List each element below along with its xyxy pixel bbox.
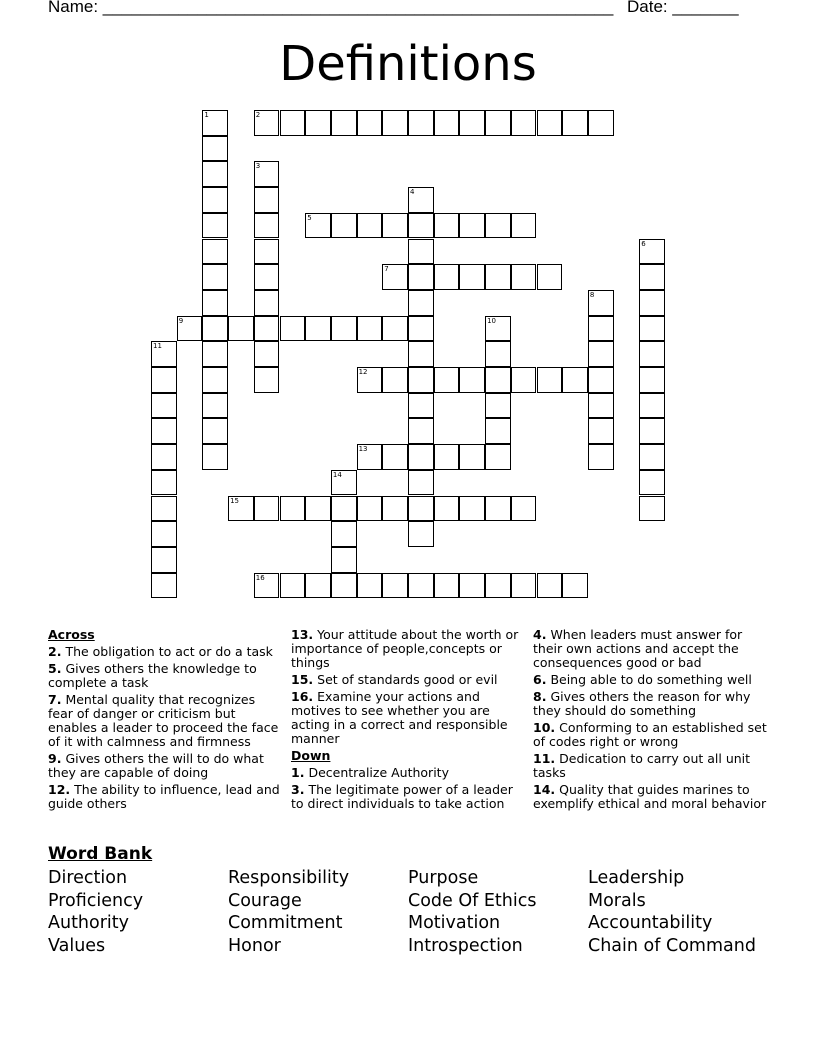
crossword-cell[interactable] bbox=[151, 573, 177, 599]
crossword-cell[interactable] bbox=[485, 110, 511, 136]
clue-across-13: 13. Your attitude about the worth or importance of people,concepts or things bbox=[291, 627, 519, 670]
crossword-cell[interactable] bbox=[485, 341, 511, 367]
clue-down-11: 11. Dedication to carry out all unit tasks bbox=[533, 751, 751, 780]
crossword-cell[interactable] bbox=[177, 316, 203, 342]
crossword-cell[interactable] bbox=[408, 316, 434, 342]
cell-number: 11 bbox=[153, 342, 162, 351]
crossword-cell[interactable] bbox=[588, 418, 614, 444]
crossword-cell[interactable] bbox=[280, 573, 306, 599]
crossword-cell[interactable] bbox=[254, 264, 280, 290]
word-bank-item: Courage bbox=[228, 891, 302, 911]
crossword-cell[interactable] bbox=[151, 470, 177, 496]
crossword-cell[interactable] bbox=[357, 110, 383, 136]
crossword-cell[interactable] bbox=[357, 213, 383, 239]
crossword-cell[interactable] bbox=[331, 521, 357, 547]
clue-across-7: 7. Mental quality that recognizes fear of danger or criticism but enables a leader to proceed the face of it with calmness and firmness bbox=[48, 692, 279, 749]
crossword-cell[interactable] bbox=[254, 213, 280, 239]
crossword-cell[interactable] bbox=[202, 239, 228, 265]
clue-across-16: 16. Examine your actions and motives to see whether you are acting in a correct and responsible manner bbox=[291, 689, 508, 746]
crossword-cell[interactable] bbox=[485, 367, 511, 393]
cell-number: 9 bbox=[178, 316, 184, 325]
crossword-cell[interactable] bbox=[202, 341, 228, 367]
crossword-cell[interactable] bbox=[537, 110, 563, 136]
crossword-cell[interactable] bbox=[331, 316, 357, 342]
crossword-cell[interactable] bbox=[459, 264, 485, 290]
word-bank-item: Chain of Command bbox=[588, 936, 756, 956]
crossword-cell[interactable] bbox=[537, 264, 563, 290]
crossword-cell[interactable] bbox=[382, 110, 408, 136]
crossword-cell[interactable] bbox=[305, 110, 331, 136]
crossword-cell[interactable] bbox=[537, 367, 563, 393]
crossword-cell[interactable] bbox=[254, 110, 280, 136]
clue-down-6: 6. Being able to do something well bbox=[533, 672, 752, 687]
clue-across-12: 12. The ability to influence, lead and guide others bbox=[48, 782, 280, 811]
crossword-cell[interactable] bbox=[202, 110, 228, 136]
crossword-cell[interactable] bbox=[382, 213, 408, 239]
crossword-cell[interactable] bbox=[639, 316, 665, 342]
crossword-cell[interactable] bbox=[588, 444, 614, 470]
crossword-cell[interactable] bbox=[202, 213, 228, 239]
crossword-cell[interactable] bbox=[228, 316, 254, 342]
crossword-cell[interactable] bbox=[588, 316, 614, 342]
clue-across-2: 2. The obligation to act or do a task bbox=[48, 644, 273, 659]
cell-number: 8 bbox=[589, 290, 595, 299]
crossword-cell[interactable] bbox=[305, 496, 331, 522]
crossword-cell[interactable] bbox=[151, 393, 177, 419]
word-bank-item: Leadership bbox=[588, 868, 685, 888]
crossword-cell[interactable] bbox=[280, 316, 306, 342]
clue-down-8: 8. Gives others the reason for why they should do something bbox=[533, 689, 751, 718]
crossword-cell[interactable] bbox=[459, 213, 485, 239]
crossword-cell[interactable] bbox=[459, 496, 485, 522]
crossword-cell[interactable] bbox=[511, 213, 537, 239]
crossword-cell[interactable] bbox=[382, 444, 408, 470]
crossword-cell[interactable] bbox=[408, 290, 434, 316]
word-bank-item: Introspection bbox=[408, 936, 523, 956]
crossword-cell[interactable] bbox=[485, 393, 511, 419]
crossword-cell[interactable] bbox=[408, 187, 434, 213]
crossword-cell[interactable] bbox=[228, 496, 254, 522]
clue-across-9: 9. Gives others the will to do what they are capable of doing bbox=[48, 751, 264, 780]
cell-number: 6 bbox=[641, 239, 646, 248]
down-heading: Down bbox=[291, 748, 331, 763]
crossword-cell[interactable] bbox=[254, 161, 280, 187]
crossword-cell[interactable] bbox=[408, 264, 434, 290]
crossword-cell[interactable] bbox=[382, 367, 408, 393]
crossword-cell[interactable] bbox=[537, 573, 563, 599]
crossword-cell[interactable] bbox=[408, 341, 434, 367]
crossword-cell[interactable] bbox=[382, 573, 408, 599]
word-bank-item: Accountability bbox=[588, 913, 713, 933]
clue-column-3 bbox=[533, 628, 773, 814]
crossword-cell[interactable] bbox=[408, 393, 434, 419]
crossword-cell[interactable] bbox=[408, 110, 434, 136]
crossword-cell[interactable] bbox=[331, 470, 357, 496]
crossword-cell[interactable] bbox=[434, 573, 460, 599]
crossword-cell[interactable] bbox=[280, 110, 306, 136]
crossword-cell[interactable] bbox=[511, 110, 537, 136]
cell-number: 3 bbox=[255, 162, 261, 171]
crossword-cell[interactable] bbox=[588, 110, 614, 136]
crossword-cell[interactable] bbox=[434, 264, 460, 290]
crossword-cell[interactable] bbox=[434, 213, 460, 239]
clue-column-2 bbox=[291, 628, 523, 814]
cell-number: 13 bbox=[358, 445, 368, 454]
word-bank-item: Values bbox=[48, 936, 106, 956]
crossword-cell[interactable] bbox=[434, 496, 460, 522]
crossword-cell[interactable] bbox=[639, 496, 665, 522]
crossword-cell[interactable] bbox=[485, 496, 511, 522]
crossword-cell[interactable] bbox=[151, 444, 177, 470]
word-bank-item: Honor bbox=[228, 936, 281, 956]
crossword-cell[interactable] bbox=[202, 367, 228, 393]
crossword-cell[interactable] bbox=[305, 316, 331, 342]
clue-across-5: 5. Gives others the knowledge to complete a task bbox=[48, 661, 257, 690]
crossword-cell[interactable] bbox=[511, 496, 537, 522]
crossword-cell[interactable] bbox=[331, 496, 357, 522]
crossword-cell[interactable] bbox=[151, 521, 177, 547]
crossword-cell[interactable] bbox=[434, 367, 460, 393]
crossword-cell[interactable] bbox=[202, 316, 228, 342]
crossword-cell[interactable] bbox=[639, 418, 665, 444]
clue-down-1: 1. Decentralize Authority bbox=[291, 765, 449, 780]
crossword-cell[interactable] bbox=[485, 573, 511, 599]
crossword-cell[interactable] bbox=[485, 444, 511, 470]
crossword-cell[interactable] bbox=[254, 316, 280, 342]
crossword-cell[interactable] bbox=[254, 573, 280, 599]
crossword-cell[interactable] bbox=[254, 496, 280, 522]
crossword-cell[interactable] bbox=[639, 367, 665, 393]
crossword-cell[interactable] bbox=[357, 573, 383, 599]
word-bank-item: Authority bbox=[48, 913, 129, 933]
word-bank-item: Commitment bbox=[228, 913, 343, 933]
crossword-cell[interactable] bbox=[357, 316, 383, 342]
cell-number: 16 bbox=[255, 573, 265, 582]
crossword-cell[interactable] bbox=[485, 213, 511, 239]
crossword-cell[interactable] bbox=[588, 341, 614, 367]
crossword-cell[interactable] bbox=[459, 573, 485, 599]
cell-number: 15 bbox=[230, 496, 240, 505]
crossword-cell[interactable] bbox=[254, 341, 280, 367]
crossword-cell[interactable] bbox=[331, 573, 357, 599]
clue-across-15: 15. Set of standards good or evil bbox=[291, 672, 498, 687]
crossword-cell[interactable] bbox=[459, 367, 485, 393]
crossword-cell[interactable] bbox=[639, 264, 665, 290]
crossword-cell[interactable] bbox=[511, 367, 537, 393]
crossword-cell[interactable] bbox=[202, 290, 228, 316]
clue-column-1 bbox=[48, 628, 280, 814]
word-bank-item: Motivation bbox=[408, 913, 501, 933]
word-bank-item: Purpose bbox=[408, 868, 479, 888]
crossword-cell[interactable] bbox=[434, 110, 460, 136]
clue-down-14: 14. Quality that guides marines to exemplify ethical and moral behavior bbox=[533, 782, 767, 811]
crossword-cell[interactable] bbox=[639, 290, 665, 316]
clue-down-3: 3. The legitimate power of a leader to direct individuals to take action bbox=[291, 782, 513, 811]
clue-down-10: 10. Conforming to an established set of codes right or wrong bbox=[533, 720, 767, 749]
word-bank-item: Proficiency bbox=[48, 891, 144, 911]
crossword-cell[interactable] bbox=[357, 496, 383, 522]
crossword-cell[interactable] bbox=[639, 444, 665, 470]
crossword-cell[interactable] bbox=[511, 573, 537, 599]
crossword-cell[interactable] bbox=[331, 547, 357, 573]
crossword-cell[interactable] bbox=[202, 187, 228, 213]
crossword-cell[interactable] bbox=[382, 496, 408, 522]
crossword-cell[interactable] bbox=[408, 521, 434, 547]
word-bank-item: Code Of Ethics bbox=[408, 891, 537, 911]
crossword-cell[interactable] bbox=[151, 341, 177, 367]
crossword-cell[interactable] bbox=[562, 573, 588, 599]
cell-number: 14 bbox=[332, 470, 342, 479]
crossword-cell[interactable] bbox=[562, 367, 588, 393]
crossword-cell[interactable] bbox=[202, 393, 228, 419]
crossword-cell[interactable] bbox=[639, 239, 665, 265]
crossword-cell[interactable] bbox=[254, 290, 280, 316]
crossword-cell[interactable] bbox=[408, 573, 434, 599]
word-bank-item: Direction bbox=[48, 868, 128, 888]
crossword-cell[interactable] bbox=[357, 444, 383, 470]
crossword-cell[interactable] bbox=[408, 496, 434, 522]
crossword-cell[interactable] bbox=[151, 418, 177, 444]
crossword-cell[interactable] bbox=[639, 393, 665, 419]
clue-down-4: 4. When leaders must answer for their own actions and accept the consequences good or bad bbox=[533, 627, 743, 670]
crossword-cell[interactable] bbox=[331, 110, 357, 136]
crossword-cell[interactable] bbox=[588, 393, 614, 419]
crossword-cell[interactable] bbox=[639, 341, 665, 367]
crossword-cell[interactable] bbox=[562, 110, 588, 136]
word-bank-item: Responsibility bbox=[228, 868, 350, 888]
crossword-cell[interactable] bbox=[408, 470, 434, 496]
crossword-cell[interactable] bbox=[459, 110, 485, 136]
crossword-cell[interactable] bbox=[639, 470, 665, 496]
crossword-cell[interactable] bbox=[485, 316, 511, 342]
cell-number: 7 bbox=[384, 265, 389, 274]
cell-number: 4 bbox=[410, 188, 415, 197]
crossword-cell[interactable] bbox=[331, 213, 357, 239]
crossword-cell[interactable] bbox=[202, 444, 228, 470]
date-field[interactable]: Date: _______ bbox=[627, 0, 739, 16]
crossword-cell[interactable] bbox=[408, 444, 434, 470]
name-field[interactable]: Name: ______________________________________________________ bbox=[48, 0, 614, 16]
crossword-cell[interactable] bbox=[357, 367, 383, 393]
crossword-cell[interactable] bbox=[254, 187, 280, 213]
word-bank-title: Word Bank bbox=[48, 844, 153, 864]
crossword-cell[interactable] bbox=[280, 496, 306, 522]
crossword-cell[interactable] bbox=[511, 264, 537, 290]
crossword-cell[interactable] bbox=[485, 264, 511, 290]
crossword-cell[interactable] bbox=[305, 213, 331, 239]
page-title: Definitions bbox=[279, 36, 537, 92]
crossword-cell[interactable] bbox=[151, 496, 177, 522]
cell-number: 10 bbox=[487, 316, 497, 325]
crossword-cell[interactable] bbox=[408, 367, 434, 393]
crossword-cell[interactable] bbox=[408, 418, 434, 444]
crossword-cell[interactable] bbox=[151, 547, 177, 573]
word-bank-item: Morals bbox=[588, 891, 646, 911]
crossword-cell[interactable] bbox=[485, 418, 511, 444]
crossword-cell[interactable] bbox=[459, 444, 485, 470]
across-heading: Across bbox=[48, 627, 95, 642]
crossword-cell[interactable] bbox=[588, 367, 614, 393]
crossword-cell[interactable] bbox=[254, 367, 280, 393]
crossword-cell[interactable] bbox=[305, 573, 331, 599]
crossword-cell[interactable] bbox=[382, 264, 408, 290]
cell-number: 5 bbox=[307, 213, 312, 222]
crossword-cell[interactable] bbox=[588, 290, 614, 316]
crossword-cell[interactable] bbox=[151, 367, 177, 393]
crossword-cell[interactable] bbox=[202, 136, 228, 162]
crossword-cell[interactable] bbox=[408, 213, 434, 239]
crossword-cell[interactable] bbox=[382, 316, 408, 342]
cell-number: 1 bbox=[204, 111, 209, 119]
crossword-cell[interactable] bbox=[202, 418, 228, 444]
crossword-cell[interactable] bbox=[434, 444, 460, 470]
cell-number: 2 bbox=[255, 111, 261, 119]
crossword-cell[interactable] bbox=[254, 239, 280, 265]
crossword-cell[interactable] bbox=[202, 161, 228, 187]
cell-number: 12 bbox=[358, 368, 368, 376]
crossword-cell[interactable] bbox=[408, 239, 434, 265]
crossword-cell[interactable] bbox=[202, 264, 228, 290]
